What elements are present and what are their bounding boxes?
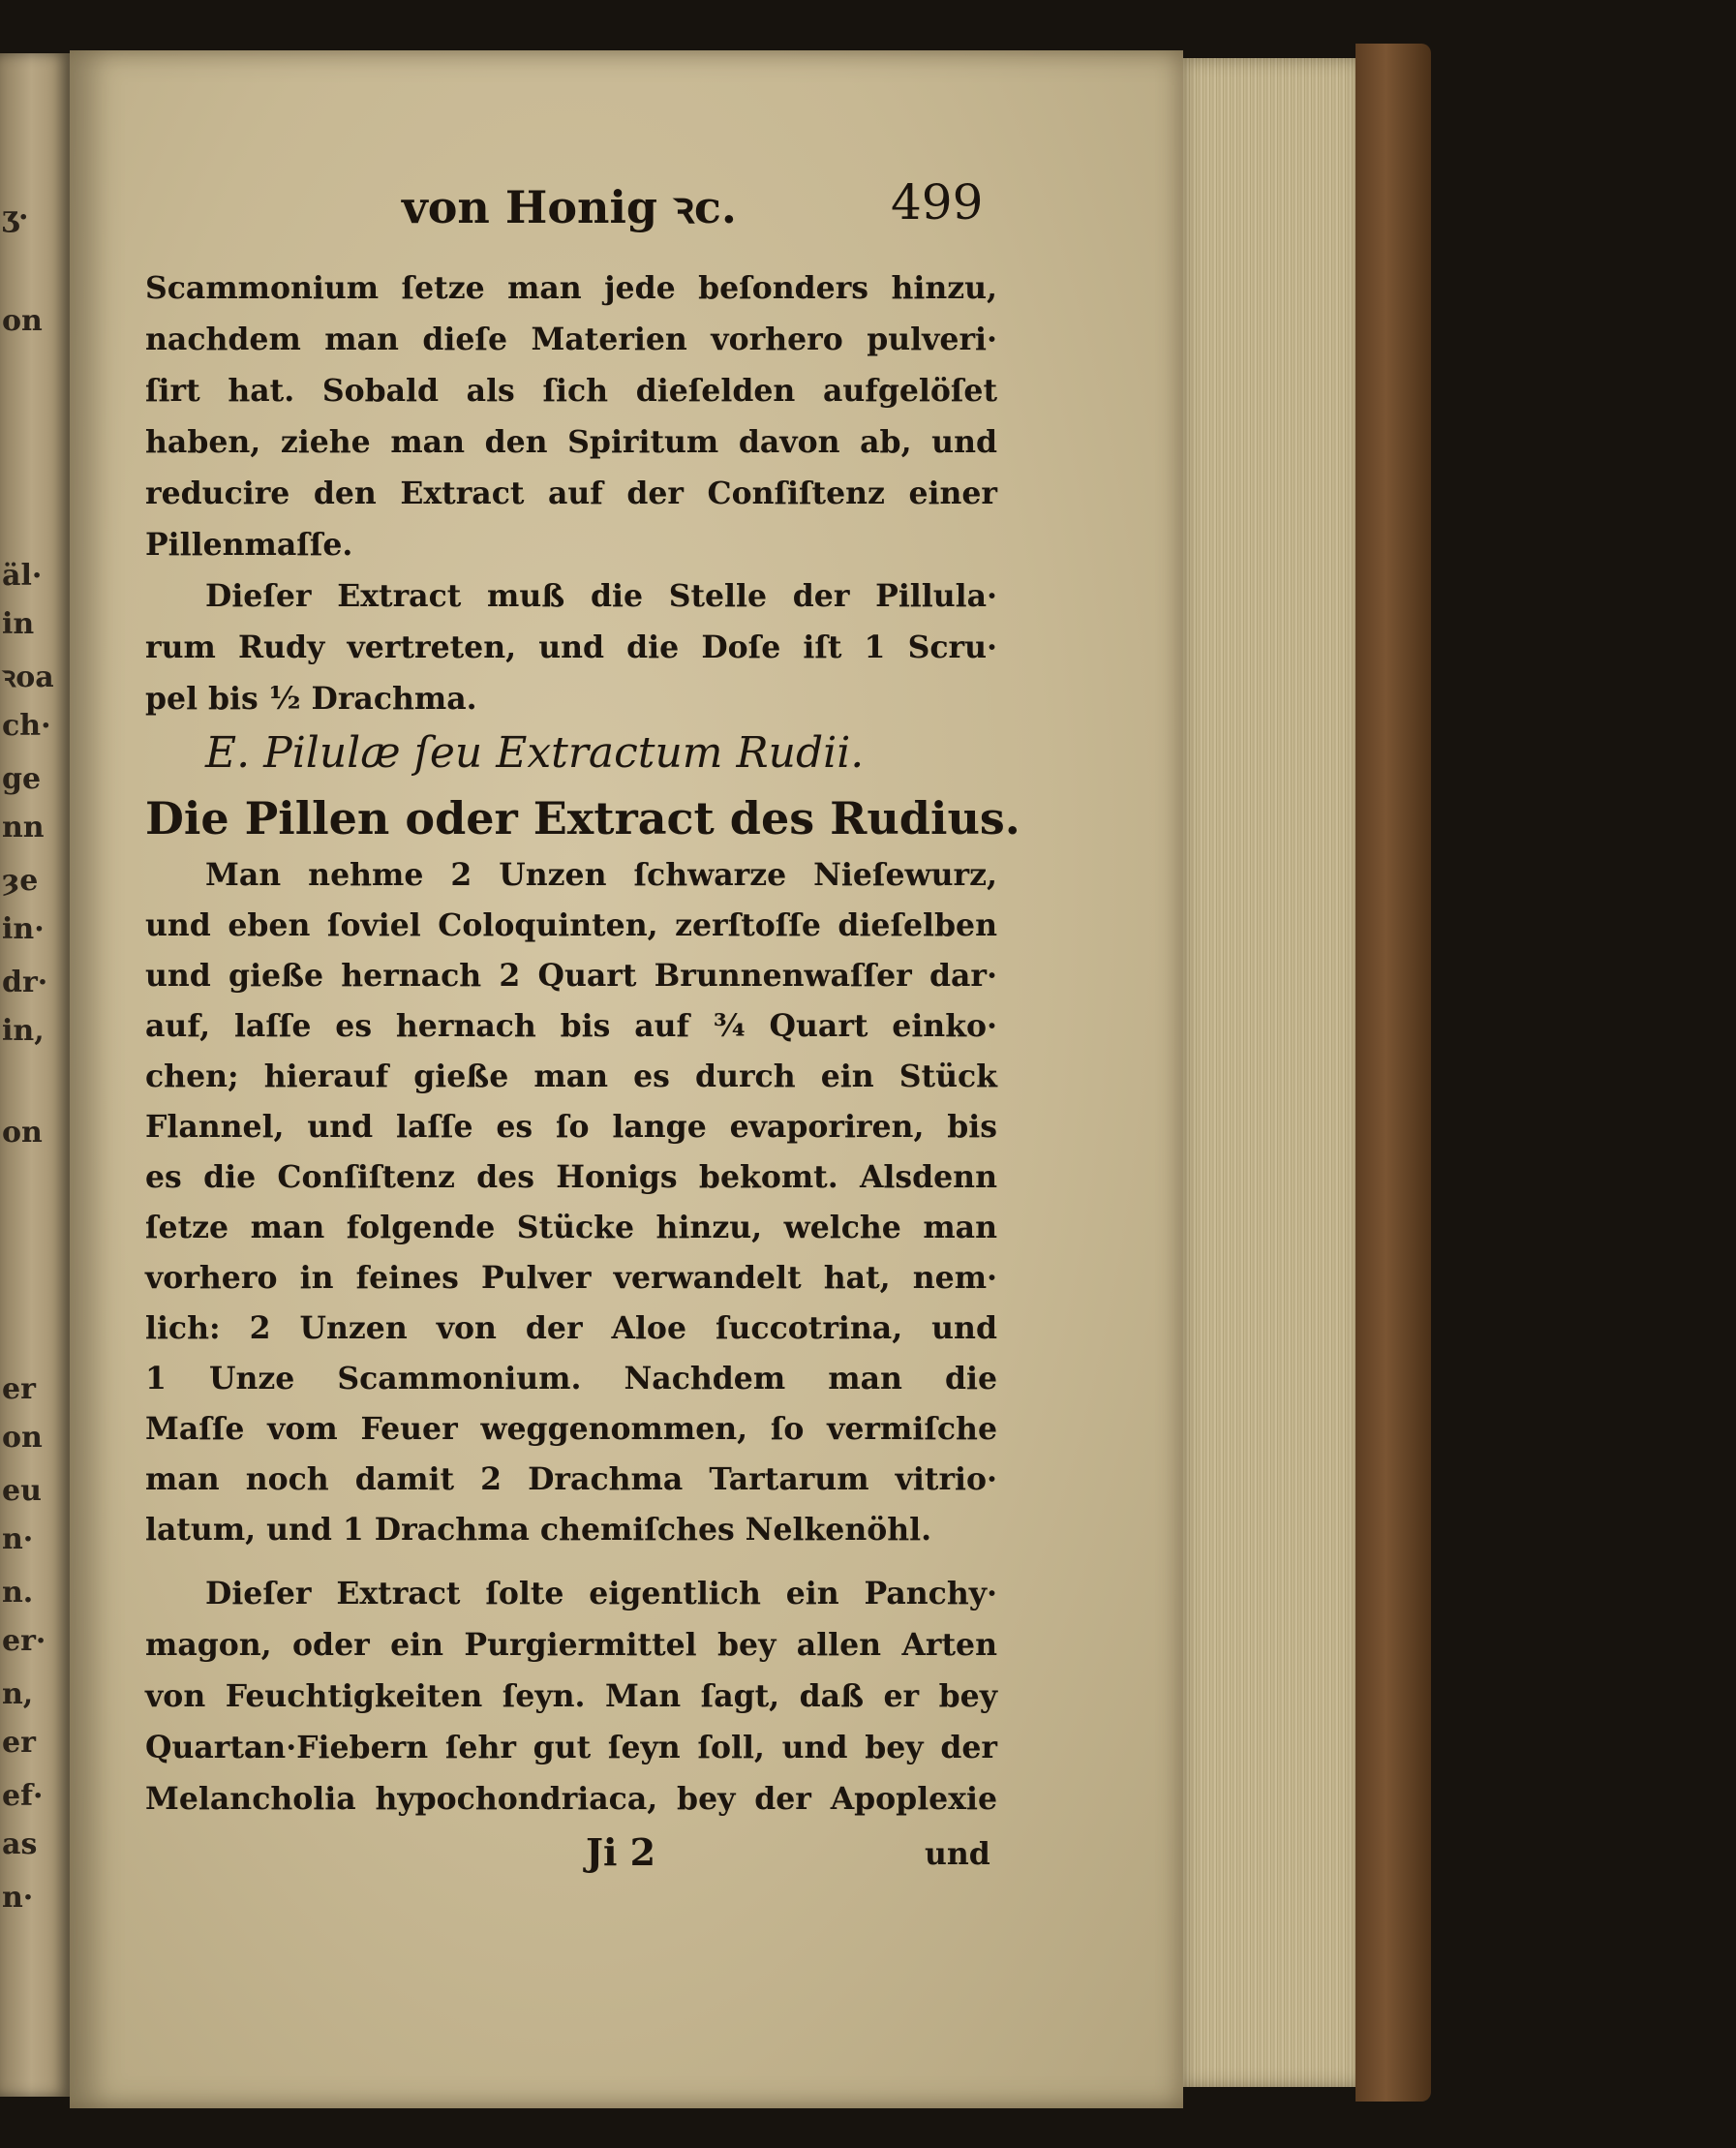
text-line: und eben ſoviel Coloquinten, zerſtoſſe dieſelben [145,907,997,943]
left-page-fragment: äl· [2,559,43,593]
page-number: 499 [891,174,984,230]
text-line: und gieße hernach 2 Quart Brunnenwaſſer dar· [145,958,997,994]
left-page-fragment: ʒ· [2,200,29,234]
left-page-fragment: eu [2,1474,42,1508]
text-line: von Feuchtigkeiten ſeyn. Man ſagt, daß er bey [145,1678,997,1714]
text-line: ſirt hat. Sobald als ſich dieſelden aufgelöſet [145,373,997,409]
text-line: ſetze man folgende Stücke hinzu, welche man [145,1210,997,1245]
left-page-fragment: er [2,1372,36,1406]
text-line: Pillenmaſſe. [145,527,353,563]
text-line: chen; hierauf gieße man es durch ein Stück [145,1059,997,1094]
left-page-fragment: er [2,1726,36,1760]
left-page-fragment: on [2,1421,43,1455]
text-line: latum, und 1 Drachma chemiſches Nelkenöhl. [145,1512,932,1548]
left-page-fragment: ch· [2,709,51,743]
book-cover-edge [1355,44,1431,2102]
text-line: auf, laſſe es hernach bis auf ¾ Quart einko· [145,1008,997,1044]
text-line: lich: 2 Unzen von der Aloe ſuccotrina, und [145,1310,997,1346]
text-line: Dieſer Extract muß die Stelle der Pillula· [205,578,997,614]
text-line: man noch damit 2 Drachma Tartarum vitrio· [145,1461,997,1497]
text-line: pel bis ½ Drachma. [145,681,477,717]
left-page-fragment: on [2,304,43,338]
left-page-fragment: ȝe [2,864,39,898]
left-page-fragment: in [2,607,35,641]
text-line: reducire den Extract auf der Conſiſtenz einer [145,476,997,511]
left-page-fragment: dr· [2,966,48,999]
text-line: Flannel, und laſſe es ſo lange evaporiren, bis [145,1109,997,1145]
left-page-fragment: n· [2,1881,34,1915]
left-page-fragment: in, [2,1014,45,1048]
text-line: magon, oder ein Purgiermittel bey allen Arten [145,1627,997,1663]
left-page-fragment: ge [2,762,42,796]
text-line: rum Rudy vertreten, und die Doſe iſt 1 Scru· [145,629,997,665]
left-page-fragment: n· [2,1522,34,1556]
text-line: Man nehme 2 Unzen ſchwarze Nieſewurz, [205,857,997,893]
previous-page-edge [0,53,70,2097]
left-page-fragment: on [2,1116,43,1150]
text-line: Melancholia hypochondriaca, bey der Apoplexie [145,1781,997,1817]
signature-mark: Ji 2 [586,1830,656,1874]
catchword: und [925,1836,990,1872]
text-line: haben, ziehe man den Spiritum davon ab, und [145,424,997,460]
left-page-fragment: er· [2,1624,46,1658]
text-line: vorhero in feines Pulver verwandelt hat, nem· [145,1260,997,1296]
section-heading-latin: E. Pilulæ ſeu Extractum Rudii. [205,728,865,778]
section-heading-german: Die Pillen oder Extract des Rudius. [145,792,1020,844]
left-page-fragment: in· [2,912,45,946]
left-page-fragment: n, [2,1677,34,1711]
running-head-title: von Honig ꝛc. [402,181,737,233]
left-page-fragment: n. [2,1576,34,1610]
text-line: Scammonium ſetze man jede beſonders hinzu, [145,270,997,306]
text-line: Maſſe vom Feuer weggenommen, ſo vermiſche [145,1411,997,1447]
text-line: Quartan·Fiebern ſehr gut ſeyn ſoll, und bey der [145,1730,997,1765]
left-page-fragment: nn [2,811,45,844]
text-line: 1 Unze Scammonium. Nachdem man die [145,1361,997,1396]
left-page-fragment: ef· [2,1779,44,1813]
text-line: es die Conſiſtenz des Honigs bekomt. Alsdenn [145,1159,997,1195]
text-line: Dieſer Extract ſolte eigentlich ein Panchy· [205,1576,997,1611]
left-page-fragment: as [2,1827,38,1861]
text-line: nachdem man dieſe Materien vorhero pulveri· [145,322,997,357]
left-page-fragment: ꝛoa [2,660,54,694]
page-block-edges [1183,58,1362,2087]
